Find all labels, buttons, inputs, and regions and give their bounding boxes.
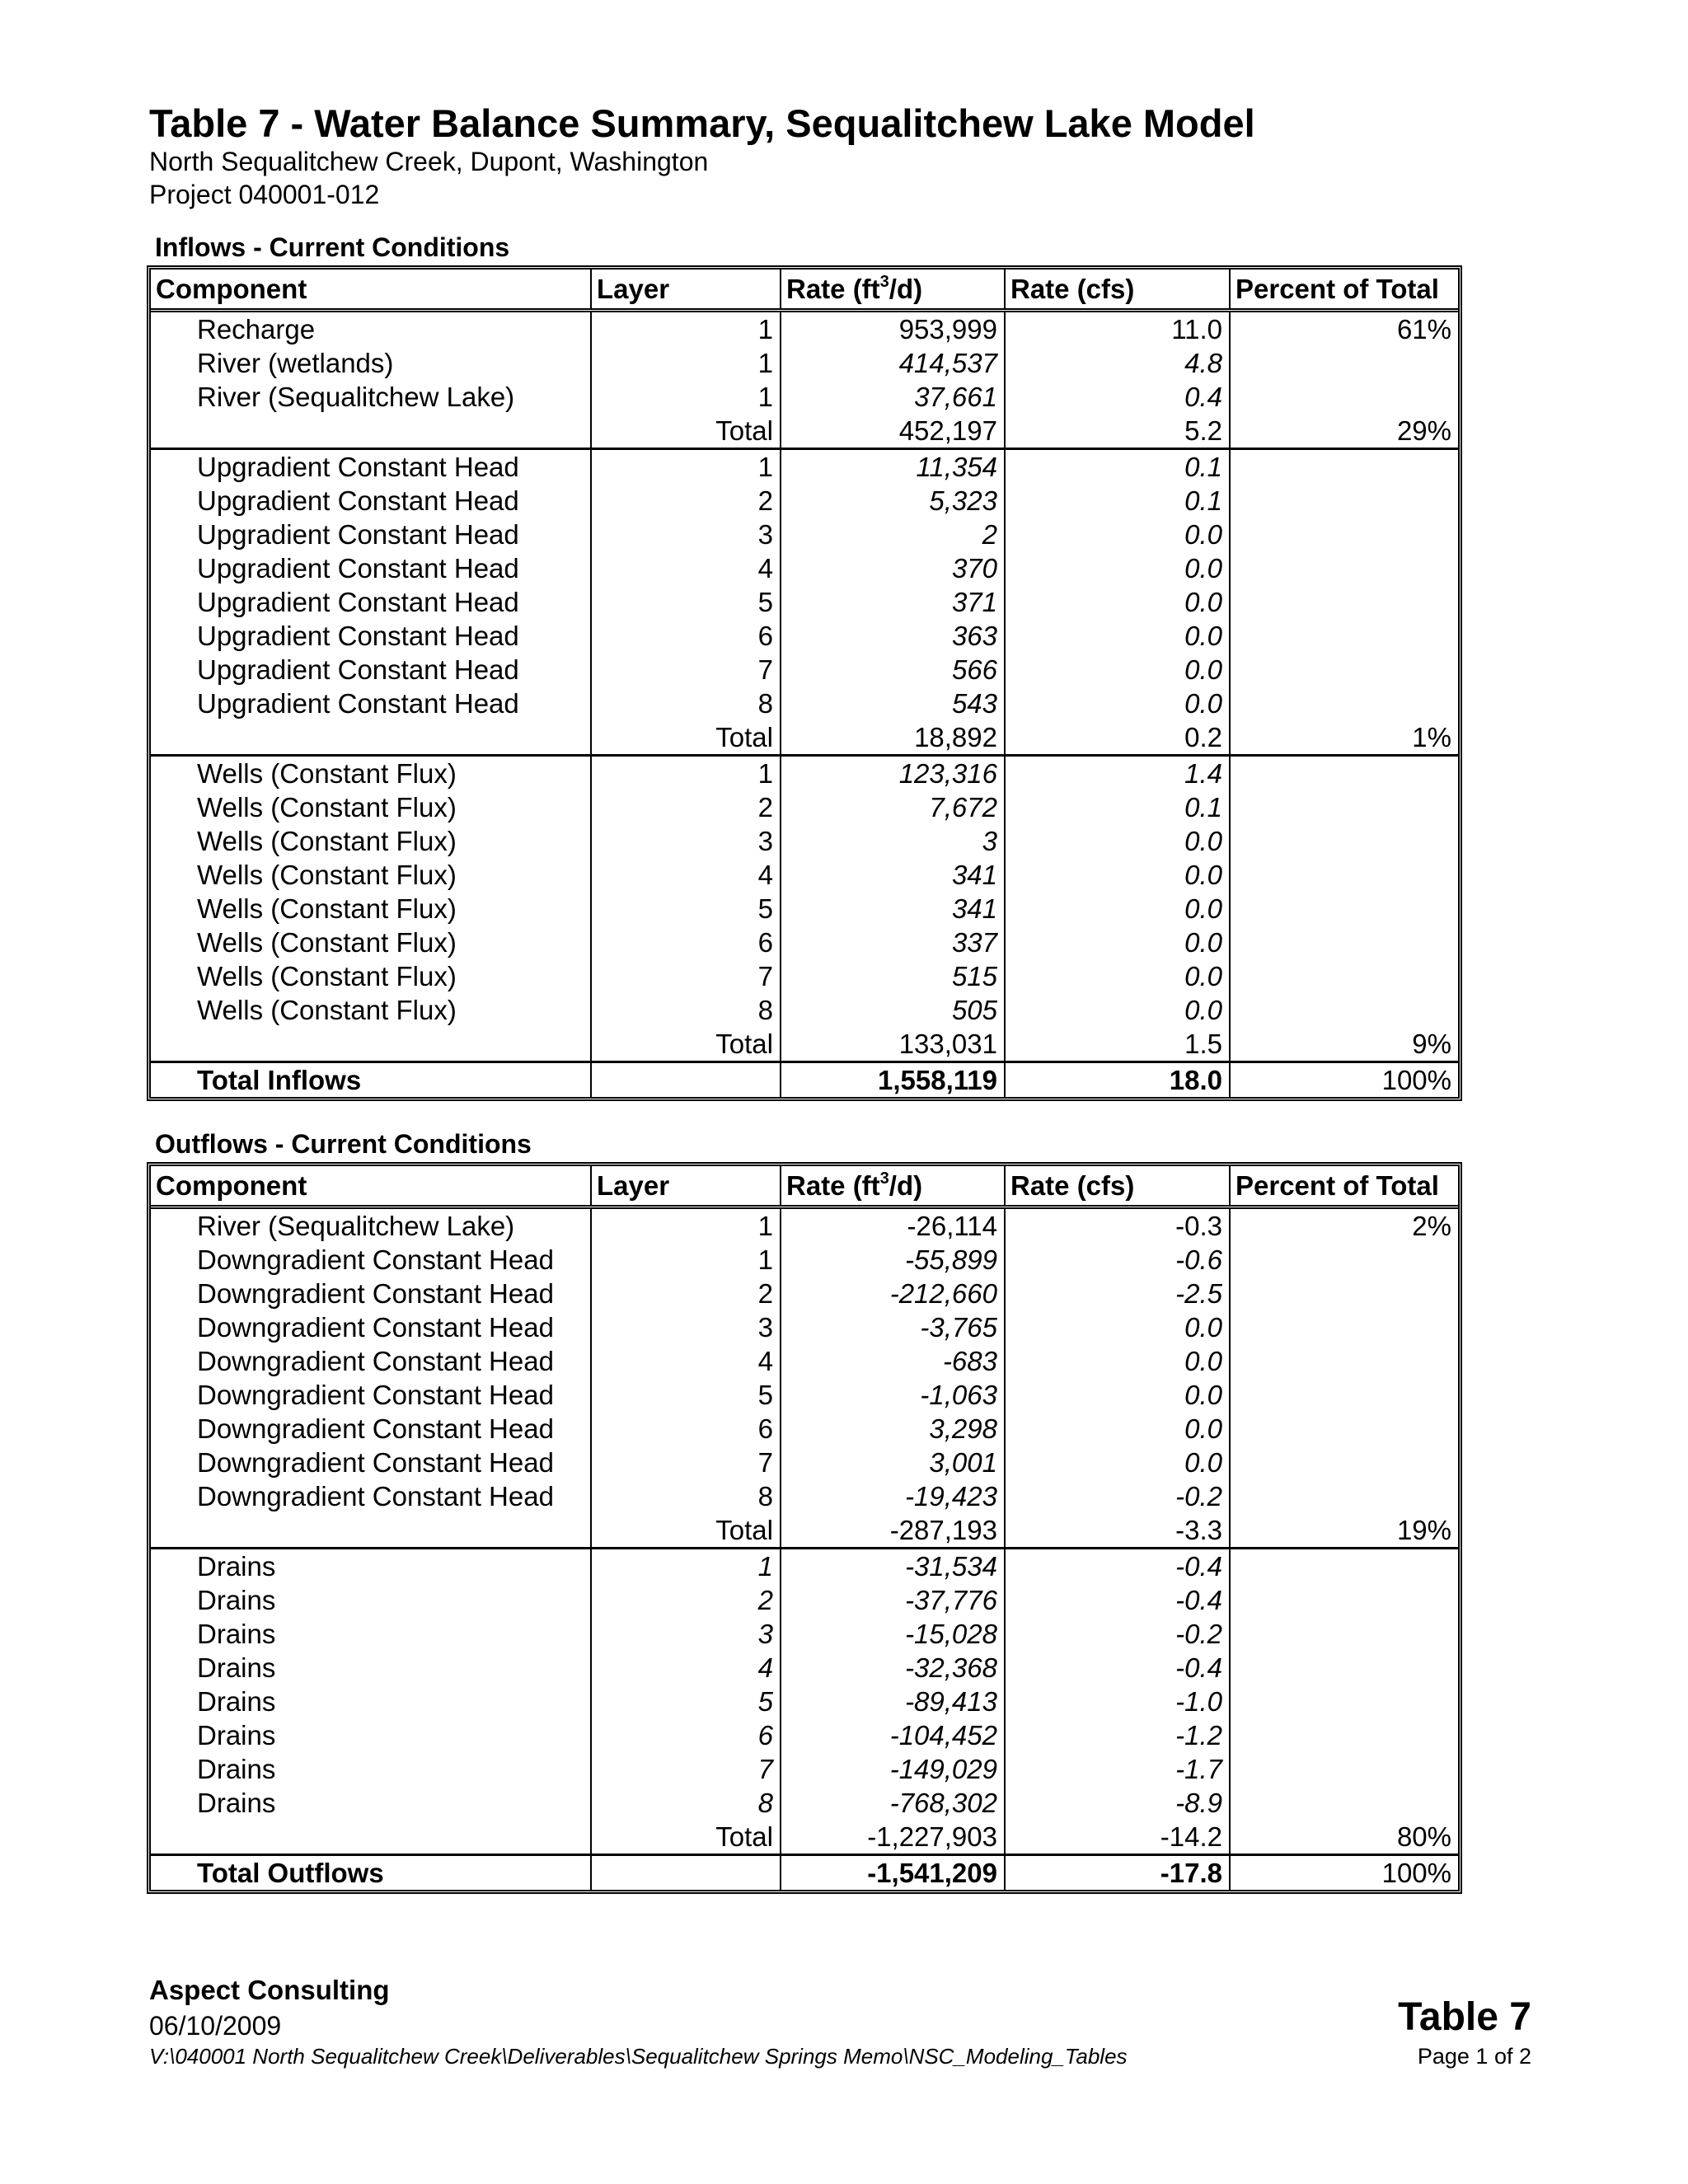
col-header-layer: Layer	[592, 269, 781, 308]
table-row	[151, 687, 1458, 720]
table-row	[151, 1547, 1458, 1583]
cell-layer: 2	[592, 1277, 781, 1310]
cell-percent	[1231, 1277, 1458, 1310]
cell-component	[151, 1027, 592, 1061]
cell-rate-ft3: 341	[781, 858, 1006, 892]
cell-rate-ft3: 515	[781, 959, 1006, 993]
table-row	[151, 1310, 1458, 1344]
cell-component: Wells (Constant Flux)	[151, 926, 592, 959]
cell-rate-cfs: 0.0	[1006, 926, 1231, 959]
subtotal-row	[151, 1820, 1458, 1854]
cell-rate-cfs: -0.2	[1006, 1617, 1231, 1651]
cell-layer: 6	[592, 619, 781, 653]
col-header-component: Component	[151, 269, 592, 308]
cell-layer: 1	[592, 1549, 781, 1583]
cell-layer: 5	[592, 585, 781, 619]
table-row	[151, 926, 1458, 959]
table-row	[151, 448, 1458, 484]
cell-rate-ft3: 452,197	[781, 414, 1006, 448]
cell-layer: 8	[592, 687, 781, 720]
table-header-row	[151, 1166, 1458, 1209]
cell-percent	[1231, 380, 1458, 414]
table-row	[151, 518, 1458, 551]
cell-rate-ft3: -31,534	[781, 1549, 1006, 1583]
cell-layer: 4	[592, 858, 781, 892]
cell-component: River (wetlands)	[151, 346, 592, 380]
cell-component: Drains	[151, 1752, 592, 1786]
cell-layer: 5	[592, 1378, 781, 1412]
cell-rate-cfs: -0.6	[1006, 1243, 1231, 1277]
cell-component: Total Outflows	[151, 1856, 592, 1890]
grand-total-row	[151, 1061, 1458, 1097]
cell-rate-cfs: 0.0	[1006, 551, 1231, 585]
cell-percent	[1231, 484, 1458, 518]
cell-layer: Total	[592, 720, 781, 754]
cell-percent	[1231, 1786, 1458, 1820]
cell-rate-cfs: 0.1	[1006, 450, 1231, 484]
col-header-rate-ft3: Rate $(ft^3/d)$	[781, 1166, 1006, 1205]
cell-layer: 1	[592, 1243, 781, 1277]
cell-layer: 6	[592, 1718, 781, 1752]
cell-rate-cfs: 0.0	[1006, 1310, 1231, 1344]
cell-rate-ft3: -26,114	[781, 1209, 1006, 1243]
cell-layer: 8	[592, 1479, 781, 1513]
cell-rate-cfs: 0.0	[1006, 687, 1231, 720]
table-row	[151, 1277, 1458, 1310]
cell-rate-cfs: -0.3	[1006, 1209, 1231, 1243]
cell-component: River (Sequalitchew Lake)	[151, 380, 592, 414]
cell-layer: 1	[592, 757, 781, 790]
table-row	[151, 754, 1458, 790]
col-header-rate-cfs: Rate (cfs)	[1006, 269, 1231, 308]
table-row	[151, 1446, 1458, 1479]
cell-percent	[1231, 551, 1458, 585]
col-header-percent: Percent of Total	[1236, 1170, 1439, 1201]
cell-rate-cfs: 0.0	[1006, 1344, 1231, 1378]
subtotal-row	[151, 414, 1458, 448]
cell-rate-ft3: 1,558,119	[781, 1063, 1006, 1097]
cell-component: Wells (Constant Flux)	[151, 824, 592, 858]
cell-rate-cfs: 0.1	[1006, 484, 1231, 518]
table-row	[151, 1479, 1458, 1513]
table-row	[151, 346, 1458, 380]
cell-rate-ft3: -3,765	[781, 1310, 1006, 1344]
cell-percent: 19%	[1396, 1515, 1451, 1545]
cell-rate-cfs: 18.0	[1006, 1063, 1231, 1097]
cell-rate-ft3: -1,541,209	[781, 1856, 1006, 1890]
cell-rate-ft3: -55,899	[781, 1243, 1006, 1277]
cell-rate-ft3: 505	[781, 993, 1006, 1027]
col-header-rate-ft3: Rate $(ft^3/d)$	[781, 269, 1006, 308]
cell-rate-cfs: 0.0	[1006, 824, 1231, 858]
cell-rate-cfs: 0.0	[1006, 518, 1231, 551]
cell-component: Drains	[151, 1549, 592, 1583]
cell-percent	[1231, 1446, 1458, 1479]
cell-percent: 61%	[1396, 314, 1451, 344]
cell-percent	[1231, 1685, 1458, 1718]
cell-percent: 1%	[1412, 722, 1451, 752]
cell-rate-ft3: 414,537	[781, 346, 1006, 380]
table-row	[151, 585, 1458, 619]
table-row	[151, 993, 1458, 1027]
cell-component: Upgradient Constant Head	[151, 450, 592, 484]
footer-company: Aspect Consulting	[149, 1975, 390, 2005]
cell-percent	[1231, 959, 1458, 993]
cell-rate-ft3: 371	[781, 585, 1006, 619]
cell-rate-cfs: -3.3	[1006, 1513, 1231, 1547]
cell-rate-ft3: -212,660	[781, 1277, 1006, 1310]
cell-component: Upgradient Constant Head	[151, 619, 592, 653]
table-row	[151, 959, 1458, 993]
cell-percent	[1231, 1344, 1458, 1378]
cell-layer: 8	[592, 993, 781, 1027]
cell-rate-cfs: 0.0	[1006, 1446, 1231, 1479]
cell-rate-ft3: 11,354	[781, 450, 1006, 484]
table-row	[151, 1651, 1458, 1685]
cell-component: Upgradient Constant Head	[151, 585, 592, 619]
cell-component: Wells (Constant Flux)	[151, 790, 592, 824]
cell-percent: 80%	[1396, 1821, 1451, 1852]
col-header-percent: Percent of Total	[1236, 274, 1439, 304]
cell-rate-cfs: -0.4	[1006, 1651, 1231, 1685]
cell-layer: 5	[592, 1685, 781, 1718]
cell-layer: 5	[592, 892, 781, 926]
cell-percent	[1231, 450, 1458, 484]
cell-rate-cfs: -0.2	[1006, 1479, 1231, 1513]
cell-rate-ft3: -149,029	[781, 1752, 1006, 1786]
cell-rate-ft3: 3,298	[781, 1412, 1006, 1446]
cell-rate-ft3: -19,423	[781, 1479, 1006, 1513]
cell-rate-cfs: -8.9	[1006, 1786, 1231, 1820]
cell-layer: 3	[592, 1617, 781, 1651]
cell-layer: 3	[592, 1310, 781, 1344]
cell-rate-cfs: -17.8	[1006, 1856, 1231, 1890]
cell-component: Wells (Constant Flux)	[151, 959, 592, 993]
cell-rate-ft3: 3,001	[781, 1446, 1006, 1479]
cell-rate-cfs: 0.0	[1006, 959, 1231, 993]
cell-component: Upgradient Constant Head	[151, 687, 592, 720]
table-row	[151, 380, 1458, 414]
cell-percent	[1231, 619, 1458, 653]
table-header-row	[151, 269, 1458, 312]
table-row	[151, 1209, 1458, 1243]
cell-rate-ft3: -683	[781, 1344, 1006, 1378]
cell-rate-cfs: -0.4	[1006, 1549, 1231, 1583]
table-row	[151, 892, 1458, 926]
cell-component: Upgradient Constant Head	[151, 484, 592, 518]
table-row	[151, 1718, 1458, 1752]
cell-rate-ft3: -1,227,903	[781, 1820, 1006, 1854]
cell-component: Wells (Constant Flux)	[151, 757, 592, 790]
cell-rate-ft3: 370	[781, 551, 1006, 585]
cell-rate-ft3: -1,063	[781, 1378, 1006, 1412]
outflows-table	[147, 1162, 1462, 1894]
cell-rate-ft3: 133,031	[781, 1027, 1006, 1061]
cell-layer	[592, 1063, 781, 1097]
table-row	[151, 619, 1458, 653]
cell-rate-ft3: -15,028	[781, 1617, 1006, 1651]
table-row	[151, 1752, 1458, 1786]
cell-rate-cfs: -14.2	[1006, 1820, 1231, 1854]
table-row	[151, 1344, 1458, 1378]
cell-rate-cfs: 5.2	[1006, 414, 1231, 448]
cell-component: Drains	[151, 1685, 592, 1718]
cell-rate-ft3: 18,892	[781, 720, 1006, 754]
cell-percent	[1231, 1718, 1458, 1752]
cell-percent	[1231, 757, 1458, 790]
cell-component: Downgradient Constant Head	[151, 1378, 592, 1412]
cell-rate-cfs: -1.7	[1006, 1752, 1231, 1786]
cell-rate-cfs: 1.5	[1006, 1027, 1231, 1061]
cell-percent	[1231, 585, 1458, 619]
cell-component: Drains	[151, 1583, 592, 1617]
cell-rate-cfs: 4.8	[1006, 346, 1231, 380]
cell-rate-cfs: -0.4	[1006, 1583, 1231, 1617]
cell-rate-cfs: 0.0	[1006, 858, 1231, 892]
cell-rate-ft3: 37,661	[781, 380, 1006, 414]
col-header-component: Component	[151, 1166, 592, 1205]
cell-layer: 2	[592, 484, 781, 518]
cell-component: Upgradient Constant Head	[151, 551, 592, 585]
grand-total-row	[151, 1854, 1458, 1890]
cell-component: Downgradient Constant Head	[151, 1243, 592, 1277]
cell-layer: 1	[592, 380, 781, 414]
cell-component: Drains	[151, 1786, 592, 1820]
cell-rate-ft3: 363	[781, 619, 1006, 653]
cell-layer: 2	[592, 790, 781, 824]
cell-component: Wells (Constant Flux)	[151, 993, 592, 1027]
cell-component: Downgradient Constant Head	[151, 1344, 592, 1378]
table-row	[151, 312, 1458, 346]
cell-layer: 6	[592, 1412, 781, 1446]
cell-percent	[1231, 1583, 1458, 1617]
table-row	[151, 551, 1458, 585]
cell-rate-cfs: 11.0	[1006, 312, 1231, 346]
table-row	[151, 1617, 1458, 1651]
cell-rate-ft3: -104,452	[781, 1718, 1006, 1752]
cell-percent: 2%	[1412, 1211, 1451, 1241]
cell-percent	[1231, 1617, 1458, 1651]
col-header-layer: Layer	[592, 1166, 781, 1205]
cell-layer: Total	[592, 1820, 781, 1854]
cell-percent	[1231, 993, 1458, 1027]
cell-rate-ft3: 953,999	[781, 312, 1006, 346]
cell-component: Drains	[151, 1617, 592, 1651]
cell-percent	[1231, 1378, 1458, 1412]
footer-page-number: Page 1 of 2	[1417, 2044, 1531, 2069]
cell-rate-cfs: -1.0	[1006, 1685, 1231, 1718]
cell-percent	[1231, 687, 1458, 720]
cell-layer: 1	[592, 450, 781, 484]
cell-rate-ft3: -768,302	[781, 1786, 1006, 1820]
cell-rate-ft3: -37,776	[781, 1583, 1006, 1617]
cell-rate-cfs: 0.4	[1006, 380, 1231, 414]
outflows-section-label: Outflows - Current Conditions	[155, 1129, 532, 1159]
subtotal-row	[151, 720, 1458, 754]
footer-table-label: Table 7	[1398, 1995, 1531, 2039]
cell-component: Wells (Constant Flux)	[151, 892, 592, 926]
cell-layer: 6	[592, 926, 781, 959]
cell-percent	[1231, 926, 1458, 959]
cell-component: Drains	[151, 1718, 592, 1752]
cell-rate-ft3: -287,193	[781, 1513, 1006, 1547]
cell-layer: 4	[592, 1651, 781, 1685]
cell-layer: 7	[592, 1752, 781, 1786]
table-row	[151, 1378, 1458, 1412]
cell-percent	[1231, 1412, 1458, 1446]
cell-layer: 3	[592, 518, 781, 551]
table-row	[151, 824, 1458, 858]
cell-rate-ft3: 2	[781, 518, 1006, 551]
cell-rate-cfs: 1.4	[1006, 757, 1231, 790]
table-row	[151, 1243, 1458, 1277]
cell-component	[151, 1820, 592, 1854]
cell-rate-cfs: 0.0	[1006, 892, 1231, 926]
cell-component	[151, 720, 592, 754]
footer-date: 06/10/2009	[149, 2011, 282, 2041]
cell-rate-cfs: 0.0	[1006, 1412, 1231, 1446]
cell-rate-ft3: 337	[781, 926, 1006, 959]
cell-layer: 4	[592, 1344, 781, 1378]
cell-component: Downgradient Constant Head	[151, 1446, 592, 1479]
cell-layer: 7	[592, 959, 781, 993]
cell-percent: 9%	[1412, 1029, 1451, 1059]
cell-rate-cfs: 0.0	[1006, 993, 1231, 1027]
cell-rate-ft3: 3	[781, 824, 1006, 858]
cell-layer: Total	[592, 1027, 781, 1061]
cell-rate-cfs: 0.0	[1006, 653, 1231, 687]
cell-component: Wells (Constant Flux)	[151, 858, 592, 892]
cell-component	[151, 1513, 592, 1547]
cell-rate-cfs: -2.5	[1006, 1277, 1231, 1310]
table-row	[151, 1412, 1458, 1446]
cell-percent	[1231, 858, 1458, 892]
cell-percent	[1231, 1310, 1458, 1344]
cell-component: Upgradient Constant Head	[151, 653, 592, 687]
cell-layer	[592, 1856, 781, 1890]
subtitle: North Sequalitchew Creek, Dupont, Washington	[149, 147, 709, 176]
col-header-rate-cfs: Rate (cfs)	[1006, 1166, 1231, 1205]
cell-layer: Total	[592, 1513, 781, 1547]
cell-rate-cfs: 0.0	[1006, 619, 1231, 653]
cell-layer: 2	[592, 1583, 781, 1617]
cell-component: River (Sequalitchew Lake)	[151, 1209, 592, 1243]
table-row	[151, 858, 1458, 892]
cell-component: Downgradient Constant Head	[151, 1479, 592, 1513]
cell-rate-ft3: 5,323	[781, 484, 1006, 518]
cell-layer: 7	[592, 653, 781, 687]
cell-layer: 1	[592, 312, 781, 346]
cell-component: Total Inflows	[151, 1063, 592, 1097]
cell-percent	[1231, 653, 1458, 687]
cell-percent: 100%	[1381, 1858, 1451, 1888]
table-row	[151, 1685, 1458, 1718]
cell-percent	[1231, 1549, 1458, 1583]
subtotal-row	[151, 1027, 1458, 1061]
cell-component: Drains	[151, 1651, 592, 1685]
cell-percent	[1231, 1752, 1458, 1786]
project-number: Project 040001-012	[149, 180, 380, 209]
cell-percent	[1231, 824, 1458, 858]
table-row	[151, 653, 1458, 687]
cell-layer: 7	[592, 1446, 781, 1479]
cell-layer: 3	[592, 824, 781, 858]
cell-percent	[1231, 892, 1458, 926]
cell-component: Upgradient Constant Head	[151, 518, 592, 551]
cell-layer: 1	[592, 346, 781, 380]
cell-layer: 8	[592, 1786, 781, 1820]
cell-percent	[1231, 790, 1458, 824]
table-row	[151, 1786, 1458, 1820]
cell-layer: Total	[592, 414, 781, 448]
cell-rate-ft3: -32,368	[781, 1651, 1006, 1685]
cell-percent: 29%	[1396, 415, 1451, 446]
inflows-section-label: Inflows - Current Conditions	[155, 232, 510, 262]
table-row	[151, 790, 1458, 824]
cell-component: Downgradient Constant Head	[151, 1310, 592, 1344]
cell-rate-ft3: 566	[781, 653, 1006, 687]
page-title: Table 7 - Water Balance Summary, Sequalitchew Lake Model	[149, 101, 1255, 145]
cell-rate-cfs: 0.0	[1006, 1378, 1231, 1412]
cell-component	[151, 414, 592, 448]
cell-layer: 4	[592, 551, 781, 585]
cell-component: Downgradient Constant Head	[151, 1277, 592, 1310]
cell-rate-cfs: 0.0	[1006, 585, 1231, 619]
cell-rate-ft3: 123,316	[781, 757, 1006, 790]
table-row	[151, 484, 1458, 518]
cell-rate-cfs: 0.2	[1006, 720, 1231, 754]
inflows-table	[147, 265, 1462, 1101]
cell-rate-ft3: 7,672	[781, 790, 1006, 824]
cell-percent	[1231, 1243, 1458, 1277]
cell-rate-cfs: -1.2	[1006, 1718, 1231, 1752]
cell-percent	[1231, 1479, 1458, 1513]
footer-file-path: V:\040001 North Sequalitchew Creek\Deliverables\Sequalitchew Springs Memo\NSC_Modeling_Tables	[149, 2044, 1128, 2069]
cell-percent	[1231, 518, 1458, 551]
cell-rate-ft3: -89,413	[781, 1685, 1006, 1718]
cell-rate-cfs: 0.1	[1006, 790, 1231, 824]
table-row	[151, 1583, 1458, 1617]
cell-percent	[1231, 346, 1458, 380]
cell-rate-ft3: 341	[781, 892, 1006, 926]
cell-component: Recharge	[151, 312, 592, 346]
cell-rate-ft3: 543	[781, 687, 1006, 720]
cell-layer: 1	[592, 1209, 781, 1243]
cell-percent	[1231, 1651, 1458, 1685]
subtotal-row	[151, 1513, 1458, 1547]
cell-percent: 100%	[1381, 1065, 1451, 1095]
cell-component: Downgradient Constant Head	[151, 1412, 592, 1446]
